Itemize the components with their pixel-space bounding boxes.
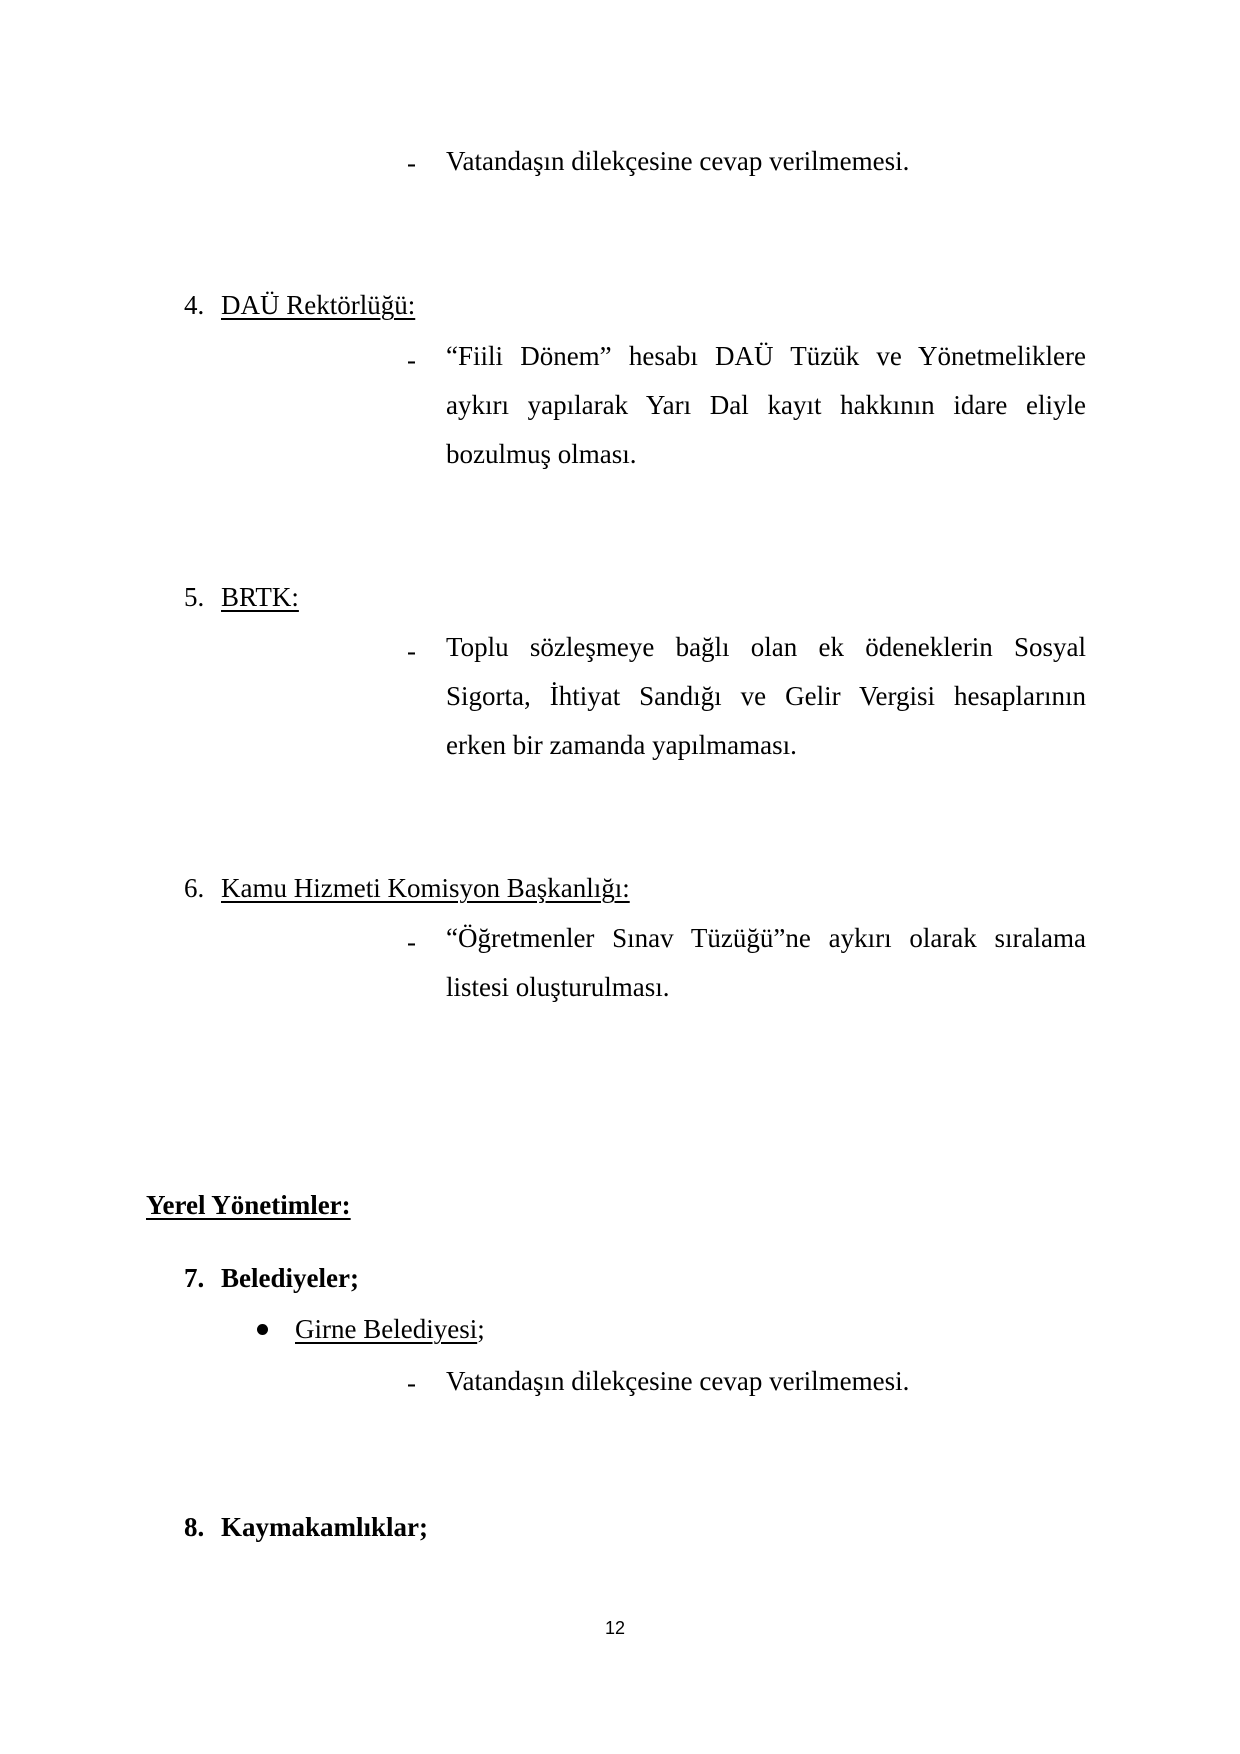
section-heading: Yerel Yönetimler:	[146, 1190, 351, 1220]
item7-title: Belediyeler;	[221, 1263, 359, 1293]
item7-number: 7.	[184, 1263, 205, 1293]
item4-title: DAÜ Rektörlüğü:	[221, 290, 416, 320]
bullet-title	[295, 1316, 485, 1343]
paragraph-line: bozulmuş olması.	[446, 439, 637, 469]
bullet-title-text: Girne Belediyesi	[295, 1314, 478, 1344]
item8-title: Kaymakamlıklar;	[221, 1512, 428, 1542]
paragraph-line: “Fiili Dönem” hesabı DAÜ Tüzük ve Yönetmeliklere	[446, 341, 1086, 371]
item6-paragraph	[446, 914, 1086, 1012]
paragraph-line: “Öğretmenler Sınav Tüzüğü”ne aykırı olarak sıralama	[446, 923, 1086, 953]
dash-marker: -	[407, 345, 416, 375]
bullet-title-suffix: ;	[477, 1314, 485, 1344]
item6-number: 6.	[184, 873, 205, 903]
top-item-text: Vatandaşın dilekçesine cevap verilmemesi.	[446, 146, 910, 176]
bullet-icon	[257, 1324, 268, 1335]
dash-marker: -	[407, 927, 416, 957]
item5-paragraph	[446, 623, 1086, 770]
item5-number: 5.	[184, 582, 205, 612]
paragraph-line: erken bir zamanda yapılmaması.	[446, 730, 797, 760]
dash-marker: -	[407, 1368, 416, 1398]
dash-marker: -	[407, 148, 416, 178]
dash-marker: -	[407, 636, 416, 666]
item4-number: 4.	[184, 290, 205, 320]
paragraph-line: listesi oluşturulması.	[446, 972, 670, 1002]
paragraph-line: aykırı yapılarak Yarı Dal kayıt hakkının idare eliyle	[446, 390, 1086, 420]
paragraph-line: Sigorta, İhtiyat Sandığı ve Gelir Vergisi hesaplarının	[446, 681, 1086, 711]
bullet-item-text: Vatandaşın dilekçesine cevap verilmemesi.	[446, 1366, 910, 1396]
page-number: 12	[605, 1618, 626, 1638]
item4-paragraph	[446, 332, 1086, 479]
item8-number: 8.	[184, 1512, 205, 1542]
item6-title: Kamu Hizmeti Komisyon Başkanlığı:	[221, 873, 630, 903]
item5-title: BRTK:	[221, 582, 299, 612]
paragraph-line: Toplu sözleşmeye bağlı olan ek ödeneklerin Sosyal	[446, 632, 1086, 662]
